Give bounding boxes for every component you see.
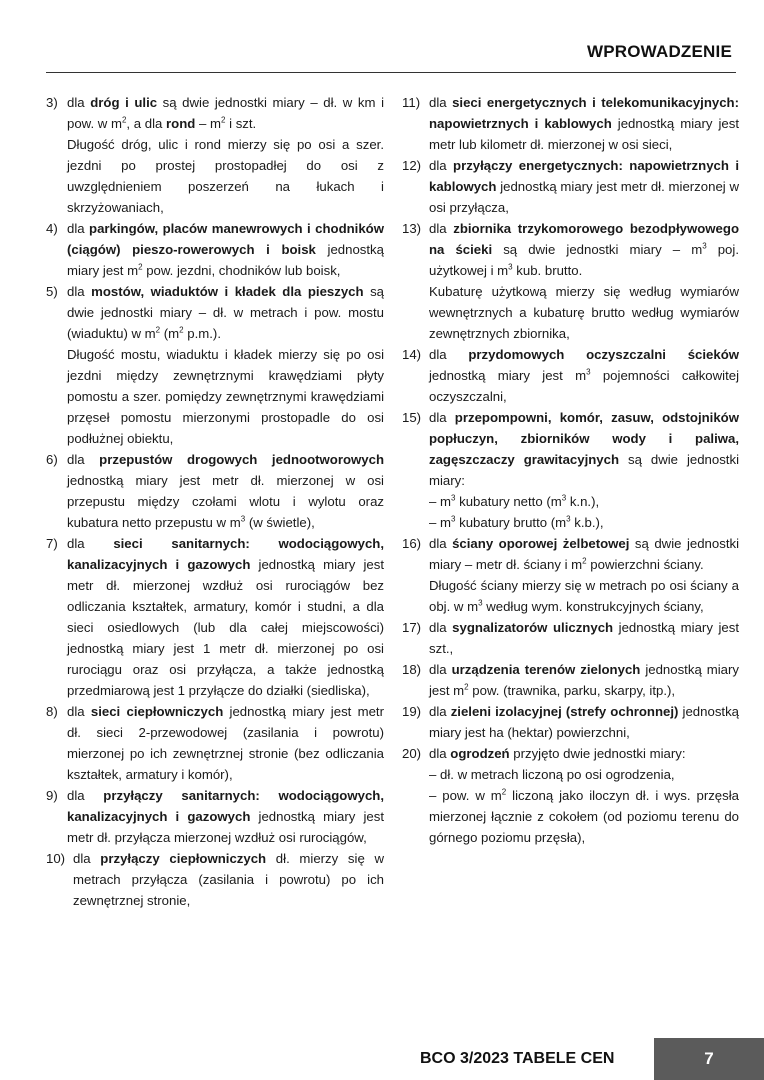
list-item-text [429, 743, 739, 764]
text-run: są dwie jednostki miary – dł. w km i pow. w m [67, 95, 384, 131]
list-item-number: 20) [402, 746, 422, 761]
text-run: są dwie jednostki miary – m [492, 242, 703, 257]
list-item-note: Kubaturę użytkową mierzy się według wymiarów wewnętrznych a kubaturę brutto według wymiarów zewnętrznych zbiornika, [429, 284, 739, 341]
list-item [46, 92, 384, 218]
text-run: – dł. w metrach liczoną po osi ogrodzenia, [429, 767, 675, 782]
text-run: są dwie jednostki miary: [429, 452, 739, 488]
list-item [402, 701, 739, 743]
text-run: jednostką miary jest metr dł. przyłącza mierzonej wzdłuż osi rurociągów, [67, 809, 384, 845]
page-number [654, 1038, 764, 1080]
bold-term: ściany oporowej żelbetowej [452, 536, 630, 551]
list-item-number: 10) [46, 851, 66, 866]
text-run: jednostką miary jest metr dł. mierzonej w osi przyłącza, [429, 179, 739, 215]
page-number-text: 7 [704, 1049, 714, 1068]
text-run: dł. mierzy się w metrach przyłącza (zasilania i powrotu) po ich zewnętrznej stronie, [73, 851, 385, 908]
text-run: dla [67, 788, 104, 803]
bold-term: urządzenia terenów zielonych [451, 662, 641, 677]
list-item-number: 3) [46, 95, 58, 110]
text-run: jednostką miary jest metr dł. mierzonej wzdłuż osi rurociągów bez odliczania kształtek, armatury, komór i studni, a dla sieci osiedlowych (lub dla całej miejscowości) jednostką miary jest 1 metr dł. mierzonej po osi rurociągu oraz osi przyłącza, a także jednostką przedmiarową jest 1 przyłącze do działki (siedliska), [67, 557, 384, 698]
bold-term: przyłączy sanitarnych: wodociągowych, kanalizacyjnych i gazowych [67, 788, 384, 824]
list-item-number: 18) [402, 662, 422, 677]
list-item-text [67, 785, 384, 848]
list-item [46, 785, 384, 848]
text-run: jednostką miary jest metr dł. sieci 2-przewodowej (zasilania i powrotu) mierzonej po ich zewnętrznej stronie (bez odliczania kształtek, armatury i komór), [67, 704, 384, 782]
text-run: dla [67, 95, 91, 110]
header-divider [46, 72, 736, 73]
list-item-number: 6) [46, 452, 58, 467]
list-item-text [429, 92, 739, 155]
list-item [46, 281, 384, 449]
list-item-number: 17) [402, 620, 422, 635]
text-run: dla [67, 284, 92, 299]
list-item [46, 449, 384, 533]
list-item [402, 659, 739, 701]
list-item-text [429, 659, 739, 701]
list-item [402, 155, 739, 218]
page-header-title: WPROWADZENIE [586, 42, 732, 61]
list-item-text [67, 449, 384, 533]
list-item [46, 533, 384, 701]
text-run: według wym. konstrukcyjnych ściany, [482, 599, 704, 614]
left-column [46, 92, 384, 911]
list-item-text [67, 701, 384, 785]
text-run: poj. użytkowej i m [429, 242, 739, 278]
text-run: jednostką miary jest m [429, 662, 739, 698]
list-item [402, 533, 739, 617]
list-item-note: Długość dróg, ulic i rond mierzy się po osi a szer. jezdni po prostej prostopadłej do osi z uwzględnieniem poszerzeń na łukach i skrzyżowaniach, [67, 137, 384, 215]
bold-term: mostów, wiaduktów i kładek dla pieszych [91, 284, 364, 299]
list-item-note: Długość mostu, wiaduktu i kładek mierzy się po osi jezdni między zewnętrznymi krawędziami płyty pomostu a szer. pomiędzy zewnętrznymi krawędziami przęseł pomostu mierzonymi prostopadle do osi podłużnej obiektu, [67, 347, 384, 446]
list-item-subline [429, 764, 739, 785]
list-item-number: 14) [402, 347, 422, 362]
superscript: 2 [155, 325, 161, 335]
list-item-number: 4) [46, 221, 58, 236]
superscript: 3 [478, 598, 483, 608]
text-run: są dwie jednostki miary – metr dł. ściany i m [429, 536, 740, 572]
text-run: – pow. w m [429, 788, 502, 803]
list-item-number: 19) [402, 704, 422, 719]
text-run: dla [429, 620, 453, 635]
text-run: k.b.), [570, 515, 604, 530]
list-item-number: 11) [402, 95, 421, 110]
text-run: – m [429, 494, 451, 509]
list-item-text [429, 533, 739, 575]
list-item [402, 92, 739, 155]
bold-term: rond [166, 116, 196, 131]
text-run: jednostką miary jest ha (hektar) powierzchni, [429, 704, 740, 740]
list-item-number: 7) [46, 536, 58, 551]
text-run: jednostką miary jest szt., [429, 620, 739, 656]
text-run: dla [429, 536, 453, 551]
bold-term: ogrodzeń [450, 746, 510, 761]
list-item-number: 13) [402, 221, 422, 236]
text-run: (w świetle), [245, 515, 315, 530]
text-run: p.m.). [183, 326, 221, 341]
text-run: , a dla [126, 116, 167, 131]
list-item-text [429, 617, 739, 659]
bold-term: sygnalizatorów ulicznych [452, 620, 614, 635]
list-item-number: 9) [46, 788, 58, 803]
list-item [402, 743, 739, 848]
list-item [46, 218, 384, 281]
text-run: – m [195, 116, 221, 131]
list-item [402, 407, 739, 533]
list-item-number: 16) [402, 536, 422, 551]
text-run: jednostką miary jest metr lub kilometr dł. mierzonej w osi sieci, [429, 116, 739, 152]
list-item [402, 218, 739, 344]
text-run: pojemności całkowitej oczyszczalni, [429, 368, 740, 404]
right-column [402, 92, 739, 848]
bold-term: sieci sanitarnych: wodociągowych, kanalizacyjnych i gazowych [67, 536, 384, 572]
list-item-text [429, 218, 739, 281]
text-run: dla [429, 662, 452, 677]
text-run: kub. brutto. [512, 263, 583, 278]
list-item [46, 848, 384, 911]
list-item-text [429, 344, 739, 407]
text-run: kubatury netto (m [455, 494, 562, 509]
superscript: 3 [561, 493, 567, 503]
list-item-text [67, 218, 384, 281]
bold-term: przepustów drogowych jednootworowych [99, 452, 384, 467]
text-run: dla [429, 704, 451, 719]
list-item [402, 617, 739, 659]
bold-term: przyłączy ciepłowniczych [100, 851, 267, 866]
text-run: Długość ściany mierzy się w metrach po osi ściany a obj. w m [429, 578, 739, 614]
text-run: dla [429, 410, 455, 425]
list-item [46, 701, 384, 785]
text-run: dla [67, 221, 90, 236]
list-item-text [67, 92, 384, 134]
list-item-text [67, 281, 384, 344]
list-item-text [429, 407, 739, 491]
text-run: kubatury brutto (m [455, 515, 567, 530]
bold-term: zieleni izolacyjnej (strefy ochronnej) [450, 704, 679, 719]
bold-term: parkingów, placów manewrowych i chodników (ciągów) pieszo-rowerowych i boisk [67, 221, 384, 257]
text-run: – m [429, 515, 451, 530]
text-run: dla [429, 746, 451, 761]
superscript: 2 [464, 682, 469, 692]
text-run: dla [67, 704, 91, 719]
bold-term: dróg i ulic [90, 95, 158, 110]
text-run: przyjęto dwie jednostki miary: [509, 746, 686, 761]
superscript: 3 [702, 241, 707, 251]
text-run: liczoną jako iloczyn dł. i wys. przęsła mierzonej łącznie z cokołem (od poziomu terenu do górnego poziomu przęsła), [429, 788, 739, 845]
text-run: powierzchni ściany. [586, 557, 704, 572]
text-run: pow. jezdni, chodników lub boisk, [142, 263, 341, 278]
bold-term: sieci ciepłowniczych [90, 704, 224, 719]
superscript: 3 [586, 367, 591, 377]
list-item-text [429, 155, 739, 218]
superscript: 3 [450, 493, 456, 503]
text-run: dla [429, 158, 454, 173]
text-run: dla [67, 536, 114, 551]
superscript: 3 [508, 262, 513, 272]
list-item-text [429, 701, 739, 743]
list-item-subline [429, 785, 739, 848]
superscript: 2 [501, 787, 507, 797]
list-item-text [67, 533, 384, 701]
list-item-number: 15) [402, 410, 422, 425]
text-run: k.n.), [566, 494, 600, 509]
superscript: 3 [566, 514, 571, 524]
text-run: jednostką miary jest m [67, 242, 384, 278]
superscript: 2 [220, 115, 226, 125]
list-item-text [73, 848, 384, 911]
list-item-subline [429, 491, 739, 512]
bold-term: przepompowni, komór, zasuw, odstojników popłuczyn, zbiorników wody i paliwa, zagęszczaczy grawitacyjnych [429, 410, 739, 467]
superscript: 2 [582, 556, 587, 566]
list-item-number: 5) [46, 284, 58, 299]
text-run: i szt. [225, 116, 257, 131]
text-run: jednostką miary jest m [429, 368, 587, 383]
list-item-subline [429, 512, 739, 533]
superscript: 2 [179, 325, 184, 335]
superscript: 2 [121, 115, 127, 125]
list-item [402, 344, 739, 407]
text-run: dla [429, 347, 469, 362]
bold-term: zbiornika trzykomorowego bezodpływowego na ścieki [429, 221, 739, 257]
footer-publication: BCO 3/2023 TABELE CEN [420, 1050, 615, 1067]
text-run: dla [429, 95, 453, 110]
text-run: pow. (trawnika, parku, skarpy, itp.), [468, 683, 676, 698]
superscript: 3 [450, 514, 456, 524]
list-item-number: 12) [402, 158, 422, 173]
text-run: jednostką miary jest metr dł. mierzonej w osi przepustu między czołami wlotu i wylotu oraz kubatura netto przepustu w m [67, 473, 384, 530]
text-run: (m [160, 326, 180, 341]
bold-term: przydomowych oczyszczalni ścieków [468, 347, 740, 362]
superscript: 3 [240, 514, 246, 524]
text-run: dla [429, 221, 454, 236]
bold-term: przyłączy energetycznych: napowietrznych i kablowych [429, 158, 739, 194]
text-run: dla [67, 452, 100, 467]
text-run: dla [73, 851, 101, 866]
list-item-number: 8) [46, 704, 58, 719]
list-item-note [429, 575, 739, 617]
bold-term: sieci energetycznych i telekomunikacyjnych: napowietrznych i kablowych [429, 95, 740, 131]
text-run: są dwie jednostki miary – dł. w metrach i pow. mostu (wiaduktu) w m [67, 284, 385, 341]
superscript: 2 [138, 262, 143, 272]
